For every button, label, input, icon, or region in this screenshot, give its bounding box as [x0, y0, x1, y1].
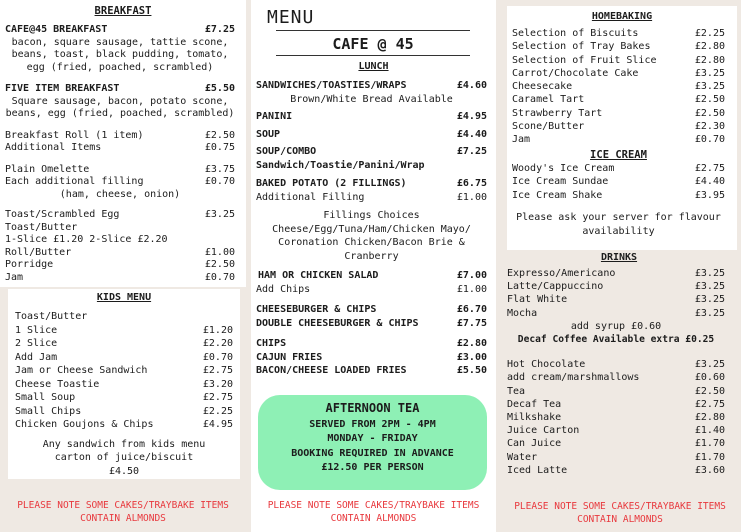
icecream-item-price: £3.95: [694, 189, 725, 201]
toast-egg-name: Toast/Scrambled Egg: [5, 209, 120, 220]
loaded-fries-price: £5.50: [456, 365, 487, 376]
soup-combo-name: SOUP/COMBO: [256, 146, 317, 157]
drink-price: £1.70: [694, 438, 725, 450]
almonds-note-line1: PLEASE NOTE SOME CAKES/TRAYBAKE ITEMS: [17, 500, 229, 511]
kids-note-line2: carton of juice/biscuit: [54, 452, 194, 463]
kids-item-name: Cheese Toastie: [15, 378, 100, 390]
drink-name: Juice Carton: [507, 425, 580, 437]
almonds-note-line1: PLEASE NOTE SOME CAKES/TRAYBAKE ITEMS: [514, 501, 726, 512]
homebaking-item-price: £2.50: [694, 94, 725, 106]
drink-name: Decaf Tea: [507, 398, 562, 410]
breakfast-heading: BREAKFAST: [94, 5, 152, 17]
drink-price: £2.75: [694, 398, 725, 410]
homebaking-item-name: Caramel Tart: [512, 94, 585, 106]
baked-potato-price: £6.75: [456, 178, 487, 189]
homebaking-list: [512, 27, 725, 239]
toast-slices: 1-Slice £1.20 2-Slice £2.20: [5, 234, 168, 245]
afternoon-tea-title: AFTERNOON TEA: [325, 401, 420, 415]
breakfast-list: [5, 24, 235, 284]
icecream-item-name: Woody's Ice Cream: [512, 162, 615, 174]
cafe-title: CAFE @ 45: [332, 35, 414, 53]
homebaking-item-price: £2.50: [694, 107, 725, 119]
kids-menu-heading: KIDS MENU: [96, 292, 152, 303]
porridge-price: £2.50: [204, 259, 235, 270]
five-item-breakfast-name: FIVE ITEM BREAKFAST: [5, 83, 120, 94]
afternoon-tea-line3: BOOKING REQUIRED IN ADVANCE: [291, 447, 454, 459]
drink-name: Water: [507, 451, 538, 463]
icecream-item-name: Ice Cream Sundae: [512, 176, 609, 188]
additional-filling-name: Additional Filling: [256, 191, 365, 203]
homebaking-item-name: Strawberry Tart: [512, 107, 603, 119]
drink-price: £1.40: [694, 425, 725, 437]
afternoon-tea-line1: SERVED FROM 2PM - 4PM: [309, 418, 436, 430]
soup-price: £4.40: [456, 128, 487, 140]
filling-options: (ham, cheese, onion): [59, 188, 181, 200]
fillings-text: Cheese/Egg/Tuna/Ham/Chicken Mayo/ Coronation Chicken/Bacon Brie & Cranberry: [272, 223, 471, 262]
breakfast-roll-price: £2.50: [204, 129, 235, 141]
title-rule-top: [276, 30, 470, 31]
icecream-heading: ICE CREAM: [590, 148, 647, 161]
cajun-fries-price: £3.00: [456, 351, 487, 363]
kids-item-price: £2.25: [202, 405, 233, 417]
decaf-note: Decaf Coffee Available extra £0.25: [517, 334, 715, 346]
porridge-name: Porridge: [5, 259, 54, 270]
homebaking-item-price: £3.25: [694, 81, 725, 93]
drink-price: £1.70: [694, 451, 725, 463]
panini-name: PANINI: [256, 111, 293, 122]
chips-name: CHIPS: [256, 338, 287, 349]
kids-note-line1: Any sandwich from kids menu: [42, 438, 206, 450]
double-cheeseburger-price: £7.75: [456, 317, 487, 329]
drink-price: £2.80: [694, 412, 725, 424]
omelette-price: £3.75: [204, 163, 235, 175]
drink-name: Mocha: [507, 307, 538, 319]
drink-name: add cream/marshmallows: [507, 372, 640, 384]
homebaking-item-name: Selection of Tray Bakes: [512, 41, 651, 53]
afternoon-tea-line2: MONDAY - FRIDAY: [327, 433, 418, 444]
afternoon-tea-box: [258, 395, 487, 490]
kids-item-price: £3.20: [202, 378, 233, 390]
drink-name: Can Juice: [507, 438, 562, 450]
homebaking-item-price: £2.25: [694, 28, 725, 39]
drink-name: Iced Latte: [507, 464, 568, 476]
afternoon-tea-line4: £12.50 PER PERSON: [321, 462, 424, 473]
kids-menu-list: [15, 310, 233, 478]
homebaking-item-name: Cheesecake: [512, 81, 573, 93]
kids-item-name: Chicken Goujons & Chips: [15, 419, 154, 430]
salad-price: £7.00: [456, 270, 487, 281]
homebaking-heading: HOMEBAKING: [591, 11, 653, 22]
homebaking-item-name: Selection of Fruit Slice: [512, 54, 657, 66]
kids-item-name: Jam or Cheese Sandwich: [15, 365, 148, 376]
add-chips-price: £1.00: [456, 283, 487, 295]
soup-combo-price: £7.25: [456, 146, 487, 157]
title-rule-bottom: [276, 55, 470, 56]
drink-price: £3.25: [694, 294, 725, 306]
five-item-breakfast-desc: Square sausage, bacon, potato scone, beans, egg (fried, poached, scrambled): [5, 95, 235, 119]
double-cheeseburger-name: DOUBLE CHEESEBURGER & CHIPS: [256, 317, 419, 329]
almonds-note-line2: CONTAIN ALMONDS: [577, 514, 663, 525]
sandwiches-name: SANDWICHES/TOASTIES/WRAPS: [256, 80, 407, 91]
kids-item-name: Small Soup: [15, 392, 76, 403]
cafe45-breakfast-price: £7.25: [204, 24, 235, 35]
homebaking-item-name: Jam: [512, 134, 531, 146]
drink-price: £3.25: [694, 359, 725, 371]
drink-price: £3.25: [694, 307, 725, 319]
jam-price: £0.70: [204, 271, 235, 283]
drink-price: £2.50: [694, 385, 725, 397]
omelette-name: Plain Omelette: [5, 163, 90, 175]
almonds-note-line1: PLEASE NOTE SOME CAKES/TRAYBAKE ITEMS: [267, 500, 480, 511]
chips-price: £2.80: [456, 338, 487, 349]
icecream-item-price: £2.75: [694, 162, 725, 174]
almonds-note-center: [251, 499, 496, 525]
homebaking-item-name: Scone/Butter: [512, 121, 585, 133]
drink-name: Tea: [507, 385, 526, 397]
kids-item-name: 2 Slice: [15, 338, 58, 349]
five-item-breakfast-price: £5.50: [204, 83, 235, 94]
almonds-note-left: [0, 499, 246, 525]
cafe45-breakfast-desc: bacon, square sausage, tattie scone, beans, toast, black pudding, tomato, egg (fried, poached, scrambled): [11, 36, 229, 73]
soup-combo-sub: Sandwich/Toastie/Panini/Wrap: [256, 159, 425, 171]
icecream-note: Please ask your server for flavour availability: [516, 211, 721, 237]
lunch-heading: LUNCH: [358, 61, 389, 72]
panini-price: £4.95: [456, 111, 487, 122]
drink-name: Flat White: [507, 294, 568, 306]
kids-toast-butter: Toast/Butter: [15, 311, 88, 322]
kids-item-price: £2.75: [202, 392, 233, 403]
cheeseburger-price: £6.70: [456, 304, 487, 315]
fillings-title: Fillings Choices: [323, 210, 420, 221]
additional-items-price: £0.75: [204, 142, 235, 153]
homebaking-item-price: £2.80: [694, 41, 725, 53]
almonds-note-line2: CONTAIN ALMONDS: [80, 513, 166, 524]
kids-item-price: £2.75: [202, 365, 233, 376]
kids-item-price: £2.20: [202, 338, 233, 349]
drink-name: Hot Chocolate: [507, 359, 586, 371]
drink-price: £3.25: [694, 281, 725, 293]
drink-name: Milkshake: [507, 412, 562, 424]
salad-name: HAM OR CHICKEN SALAD: [258, 270, 379, 281]
additional-filling-price: £1.00: [456, 191, 487, 203]
jam-name: Jam: [5, 271, 24, 283]
kids-note-price: £4.50: [108, 465, 140, 477]
kids-item-name: Add Jam: [15, 351, 58, 363]
sandwiches-sub: Brown/White Bread Available: [290, 93, 453, 105]
sandwiches-price: £4.60: [456, 80, 487, 91]
additional-items-name: Additional Items: [5, 142, 102, 153]
drink-name: Expresso/Americano: [507, 268, 616, 279]
drink-price: £3.25: [694, 268, 725, 279]
toast-egg-price: £3.25: [204, 209, 235, 220]
kids-item-price: £0.70: [202, 351, 233, 363]
menu-title: MENU: [267, 7, 315, 28]
kids-item-price: £4.95: [202, 419, 233, 430]
syrup-note: add syrup £0.60: [570, 320, 662, 332]
cafe45-breakfast-name: CAFE@45 BREAKFAST: [5, 24, 108, 35]
filling-name: Each additional filling: [5, 176, 144, 187]
homebaking-item-price: £0.70: [694, 134, 725, 146]
breakfast-roll-name: Breakfast Roll (1 item): [5, 129, 144, 141]
homebaking-item-price: £3.25: [694, 67, 725, 79]
homebaking-item-price: £2.80: [694, 54, 725, 66]
cheeseburger-name: CHEESEBURGER & CHIPS: [256, 304, 377, 315]
drinks-heading: DRINKS: [600, 252, 638, 263]
baked-potato-name: BAKED POTATO (2 FILLINGS): [256, 178, 407, 189]
drink-price: £3.60: [694, 464, 725, 476]
lunch-list: [256, 79, 487, 378]
toast-butter-label: Toast/Butter: [5, 221, 78, 233]
loaded-fries-name: BACON/CHEESE LOADED FRIES: [256, 365, 407, 376]
homebaking-item-price: £2.30: [694, 121, 725, 133]
almonds-note-right: [499, 500, 741, 526]
icecream-item-name: Ice Cream Shake: [512, 189, 603, 201]
soup-name: SOUP: [256, 128, 281, 140]
drinks-list: [507, 267, 725, 477]
homebaking-item-name: Carrot/Chocolate Cake: [512, 67, 639, 79]
drink-price: £0.60: [694, 372, 725, 384]
icecream-item-price: £4.40: [694, 176, 725, 188]
add-chips-name: Add Chips: [256, 283, 311, 295]
kids-item-name: Small Chips: [15, 405, 82, 417]
roll-butter-price: £1.00: [204, 246, 235, 258]
kids-item-name: 1 Slice: [15, 324, 58, 336]
drink-name: Latte/Cappuccino: [507, 281, 604, 293]
almonds-note-line2: CONTAIN ALMONDS: [330, 513, 417, 524]
roll-butter-name: Roll/Butter: [5, 246, 72, 258]
cajun-fries-name: CAJUN FRIES: [256, 351, 323, 363]
homebaking-item-name: Selection of Biscuits: [512, 28, 639, 39]
kids-item-price: £1.20: [202, 324, 233, 336]
filling-price: £0.70: [204, 176, 235, 187]
